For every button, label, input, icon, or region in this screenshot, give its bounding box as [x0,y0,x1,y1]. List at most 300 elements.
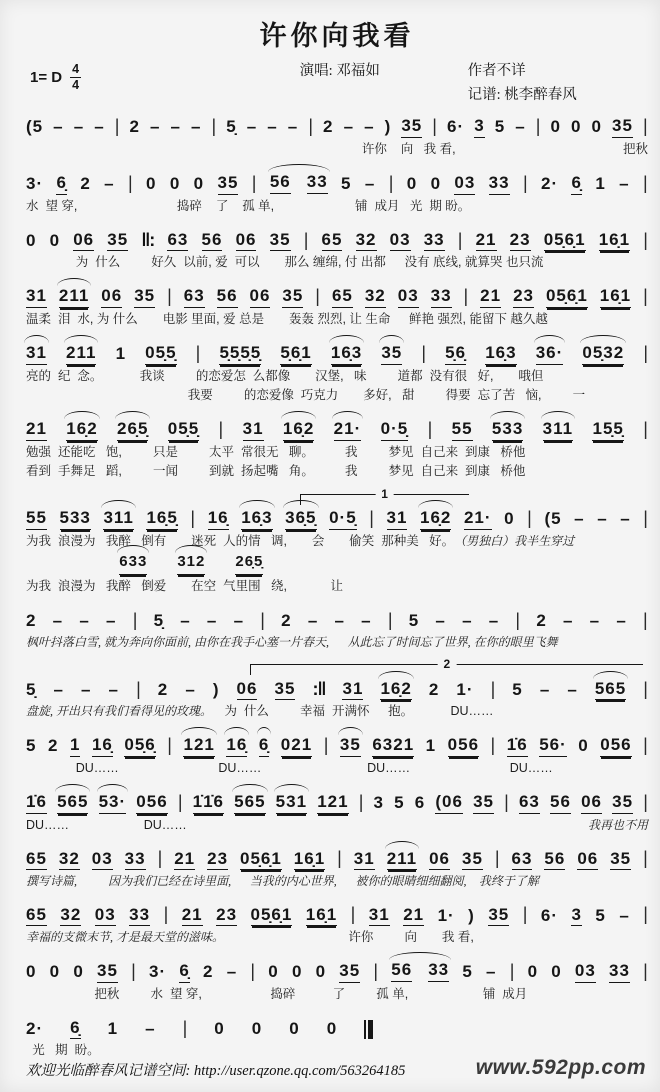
note-token: 056 [448,735,479,757]
note-token: 05̣6̣1 [251,905,293,927]
music-system-7 [26,487,648,594]
lyric-segment: 许你 [348,930,374,945]
lyric-segment: 为我 浪漫为 我醉 倒爱 [26,578,167,593]
barline: | [421,342,427,363]
dash: – [361,610,372,630]
notes-row [26,899,648,926]
note-token: 21 [26,419,47,441]
note-token: 16̣ [92,735,113,757]
note-group [391,960,449,983]
note-token: 06 [581,792,602,814]
lyrics-row [26,987,648,1003]
lyric-segment: 太平 常很无 聊。 [209,444,314,459]
note-token: 0 [551,962,562,982]
barline: | [131,961,136,982]
barline: | [132,609,138,630]
barline: | [182,1017,188,1038]
lyrics-row [26,464,648,480]
note-token: 05̣5̣ [145,343,176,365]
barline: | [167,286,172,307]
lyric-segment: 枫叶抖落白雪, 就为奔向你面前, 由你在我手心塞一片春天, [26,635,330,650]
note-token: 65 [332,286,353,308]
lyric-segment: 一 [572,388,586,403]
note-token: 3 [373,792,384,812]
barline: | [250,961,256,982]
note-token: (5 [544,509,562,529]
dash: – [206,610,218,630]
barline: | [260,609,265,630]
note-token: (06 [435,792,463,814]
note-token: 35 [473,792,494,814]
note-token: 06 [73,230,94,252]
note-token: 2 [157,679,169,699]
lyrics-row [26,930,648,946]
lyric-segment: DU…… [143,817,187,832]
note-token: 0 [289,1018,300,1038]
barline: | [457,229,463,250]
note-token: 23 [207,849,228,871]
note-token: 5̣ [226,117,237,137]
dash: – [104,174,115,194]
note-token: 0 [214,1018,225,1038]
barline: | [369,508,374,529]
note-token: 056 [600,735,631,757]
time-top: 4 [72,62,80,76]
note-token: 16̣3 [331,343,362,365]
note-token: 6· [540,905,558,925]
note-token: 0 [315,962,327,982]
lyric-segment: 孤 单, [376,986,409,1001]
note-token: 35 [339,961,360,983]
lyric-segment: 当我的内心世界, [249,874,337,889]
note-token: 0 [73,962,84,982]
note-token: 65 [26,849,47,871]
note-token: 56 [391,960,412,982]
dash: – [562,610,574,630]
dash: – [486,962,497,982]
note-token: 63 [519,792,540,814]
dash: – [108,679,120,699]
dash: – [53,117,64,137]
note-token: 35 [612,792,633,814]
notes-row [26,338,648,365]
note-token: 21· [464,508,492,530]
note-token: 35 [282,286,303,308]
note-token: 05̣6̣ [124,735,155,757]
dash: – [539,679,551,699]
note-token: 33 [489,173,510,195]
lyrics-row [26,704,648,720]
note-token: 1 [70,735,80,757]
notes-row [26,224,648,251]
note-token: 16̣3 [485,343,516,365]
note-token: 2 [203,962,214,982]
author-label: 作者不详 [467,63,526,79]
lyrics-row [26,761,648,777]
barline: | [643,961,648,982]
dash: – [106,610,117,630]
note-token: 23 [510,230,531,252]
note-token: 21 [174,849,195,871]
note-token: 0 [169,174,181,194]
note-token: 32 [365,286,386,308]
dash: – [307,610,319,630]
note-token: 565 [595,679,626,701]
note-token: 35 [275,679,296,701]
lyric-segment: 我 [345,444,358,459]
barline: | [522,172,528,193]
note-token: 03 [95,905,116,927]
note-token: 16̣1 [600,286,631,308]
note-token: 211 [59,286,89,308]
note-token: 5 [26,736,37,756]
lyric-segment: 捣碎 了 孤 单, [176,198,275,213]
note-token: 56· [539,735,567,757]
music-system-10 [26,730,648,777]
dash: – [191,117,202,137]
note-token: 311 [543,419,573,441]
note-token: 35 [97,961,118,983]
dash: – [616,610,627,630]
barline: | [190,508,196,529]
note-token: 5 [494,117,506,137]
lyric-segment: 一闻 [152,464,178,479]
barline: | [643,229,648,250]
lyric-segment: 铺 成月 光 期 盼。 [355,198,471,213]
note-token: 5 [512,679,523,699]
barline: | [350,904,356,925]
note-token: 06 [236,230,257,252]
page-title: 许你向我看 [259,21,415,51]
barline: | [643,508,648,529]
note-token: 63 [167,230,188,252]
note-token: 311 [103,508,133,530]
lyric-segment: 撰写诗篇, [26,874,78,889]
lyric-segment: 没有 底线, 就算哭 也只流 [404,255,544,270]
note-token: 2 [428,679,440,699]
note-token: 63 [512,849,533,871]
note-token: 0 [146,174,157,194]
dash: – [246,117,258,137]
note-token: (5 [26,117,44,137]
note-token: 56 [217,286,238,308]
dash: – [170,117,181,137]
note-token: 1 [115,343,127,363]
music-system-3 [26,224,648,271]
dash: – [567,679,578,699]
note-token: 056 [136,792,167,814]
note-token: 0 [49,962,61,982]
music-system-6 [26,414,648,480]
note-token: 6321 [372,735,414,757]
note-token: 23 [513,286,534,308]
note-token: 633 [119,553,147,575]
note-token: ) [468,905,475,925]
music-system-14 [26,956,648,1003]
note-token: 021 [281,735,312,757]
barline: | [157,848,163,869]
dash: – [267,117,278,137]
dash: – [364,174,376,194]
barline: | [337,848,342,869]
note-token: 3 [571,905,581,927]
barline: | [323,735,329,756]
note-token: 3· [26,174,44,194]
note-token: 6̣ [571,173,581,195]
lyric-segment: 汉堡, 味 [315,368,367,383]
note-token: 1̇1̇6 [193,792,224,814]
note-token: 63 [184,286,205,308]
note-token: 5 [595,905,606,925]
lyric-segment: 我要 [187,388,213,403]
lyric-segment: 多好, 甜 [363,388,415,403]
lyric-segment: 迷死 人的情 调, [191,534,288,548]
note-token: 35 [488,905,509,927]
lyric-segment: 为 什么 [224,704,269,719]
note-token: 35 [610,849,631,871]
note-token: 05̣32 [582,343,624,365]
music-system-11 [26,787,648,834]
note-token: 0 [504,509,515,529]
note-token: 2 [26,610,37,630]
note-token: 33 [428,960,449,982]
note-token: 31 [387,508,408,530]
note-token: 21· [334,419,362,441]
barline: | [251,172,257,193]
note-token: 5̣6̣ [445,343,466,365]
lyric-segment: 幸福的支微末节, 才是最天堂的滋味。 [26,930,225,945]
note-token: 05̣6̣1 [546,286,588,308]
barline: | [643,791,648,812]
music-system-4 [26,281,648,328]
note-token: 0 [527,962,539,982]
lyric-segment: 只是 [152,444,178,459]
note-token: 2· [26,1018,44,1038]
note-token: 531 [276,792,307,814]
note-token: 65 [322,230,343,252]
note-token: 16̣1 [599,230,630,252]
lyric-segment: 为 什么 [75,255,121,270]
note-token: 3· [149,962,167,982]
note-token: 312 [177,553,205,575]
lyric-segment: 向 [404,930,418,945]
note-token: 32 [60,905,81,927]
time-signature [70,63,81,91]
note-token: 0 [291,962,303,982]
lyric-segment: 在空 气里围 绕, [191,578,288,593]
dash: – [619,174,630,194]
note-token: 6̣ [259,735,269,757]
note-token: 0 [26,962,37,982]
barline: | [643,735,648,756]
lyric-segment: 好久 以前, 爱 可以 [151,255,260,270]
lyric-segment: 把秋 [622,142,648,156]
barline: | [642,172,648,193]
lyric-segment: 轰轰 烈烈, 让 生命 [288,311,391,326]
note-token: 533 [492,419,523,441]
footer [26,1056,646,1080]
barline: | [315,286,320,307]
note-token: 16̣3 [241,508,272,530]
lyric-segment: 水 望 穿, [26,198,78,213]
dash: – [233,610,245,630]
barline: | [195,342,201,363]
note-token: 26̣5̣ [117,419,148,441]
note-token: 33 [125,849,146,871]
ossia-notes-row [119,553,648,575]
barline: | [643,678,648,699]
barline: | [218,419,224,440]
music-system-1 [26,111,648,158]
note-token: 2 [80,174,91,194]
dash: – [52,610,64,630]
dash: – [589,610,601,630]
dash: – [620,509,631,529]
note-token: 33 [307,172,328,194]
barline: | [388,172,394,193]
note-token: 565 [234,792,265,814]
note-token: 16̣ [208,508,229,530]
note-token: 21 [403,905,424,927]
note-token: 16̣5̣ [146,508,177,530]
note-token: 16̣ [226,735,247,757]
note-token: 5̣ [153,610,165,630]
note-token: 0 [49,230,61,250]
note-token: 31 [26,343,47,365]
note-token: 31 [342,679,363,701]
note-token: 1 [425,736,437,756]
note-token: 35 [270,230,291,252]
lyric-segment: 因为我们已经在诗里面, [108,874,232,889]
note-token: 2· [541,174,559,194]
lyric-segment: 我终于了解 [478,874,539,889]
volta-number: 2 [437,657,456,671]
note-token: 32 [356,230,377,252]
lyric-segment: 哦但 [518,368,544,383]
notes-row [26,503,648,530]
dash: – [145,1018,156,1038]
note-token: 05̣6̣1 [240,849,282,871]
note-token: 55 [26,508,47,530]
note-token: 35 [340,735,361,757]
lyric-segment: DU…… [367,760,411,775]
note-token: 5̣6̣1 [280,343,311,365]
barline: | [490,735,496,756]
notes-row [26,956,648,983]
note-token: 5 [462,962,473,982]
note-token: 26̣5̣ [235,553,263,575]
lyric-segment: DU…… [450,704,494,719]
barline: | [177,791,183,812]
dash: – [515,117,526,137]
note-token: 36̣5̣ [285,508,316,530]
key-signature [30,63,81,91]
note-token: 5 [408,610,420,630]
lyric-segment: 偷笑 那种美 好。 [349,534,455,548]
lyric-segment: 为我 浪漫为 我醉 倒有 [26,534,167,548]
lyric-segment: 把秋 [94,986,120,1001]
lyric-segment: 我 [345,464,358,479]
note-token: 06 [577,849,598,871]
note-token: 16̣1 [294,849,325,871]
note-token: 1̇6 [26,792,47,814]
note-token: 16̣2 [283,419,314,441]
note-token: 32 [59,849,80,871]
note-token: 03 [454,173,475,195]
note-token: 36· [536,343,564,365]
barline: | [642,116,648,137]
note-token: 06 [101,286,122,308]
key-label: 1= D [30,68,63,86]
dash: – [180,610,191,630]
note-token: 03 [398,286,419,308]
note-token: 33 [431,286,452,308]
note-token: ) [212,679,220,699]
lyric-segment: DU…… [509,760,553,775]
note-token: 2 [129,117,140,137]
note-token: 35 [612,116,633,138]
note-token: 533 [60,508,91,530]
note-token: 65 [26,905,47,927]
music-system-5 [26,338,648,404]
lyric-segment: 让 [330,578,344,593]
barline: | [504,791,509,812]
music-system-13 [26,899,648,946]
note-token: 06 [237,679,258,701]
barline: | [490,678,496,699]
note-token: 6̣ [70,1018,80,1040]
note-token: 15̣5̣ [592,419,623,441]
note-token: 53· [99,792,127,814]
score-header [26,55,648,107]
note-token: 06 [250,286,271,308]
note-token: 33 [129,905,150,927]
lyrics-row [26,635,648,650]
barline: | [643,609,648,630]
note-token: 0·5̣ [381,419,409,441]
note-token: 16̣2 [66,419,97,441]
note-token: 5 [341,174,352,194]
lyric-segment: 看到 手舞足 蹈, [26,464,122,479]
dash: – [226,962,238,982]
dash: – [574,509,585,529]
lyrics-row [26,579,648,595]
note-token: 35 [107,230,128,252]
note-token: 0 [193,174,205,194]
music-system-15 [26,1012,648,1059]
barline: | [303,229,309,250]
lyric-segment: 鲜艳 强烈, 能留下 越久越 [409,311,548,326]
score [26,111,648,1059]
note-token: 56 [544,849,565,871]
barline: | [463,286,469,307]
barline: | [308,116,313,137]
note-token: 31 [369,905,390,927]
note-token: 31 [26,286,47,308]
note-token: 1 [107,1018,119,1038]
barline: | [643,286,648,307]
note-token: 0 [268,962,279,982]
barline: | [643,419,648,440]
music-system-2 [26,168,648,215]
lyric-segment: （男独白）我半生穿过 [454,534,575,548]
barline: | [432,116,437,137]
notator-label: 记谱: 桃李醉春风 [467,87,577,103]
note-token: 56 [550,792,571,814]
notes-row [26,168,648,195]
singer-label: 演唱: 邓福如 [299,63,380,79]
note-token: 6̣ [56,173,66,195]
